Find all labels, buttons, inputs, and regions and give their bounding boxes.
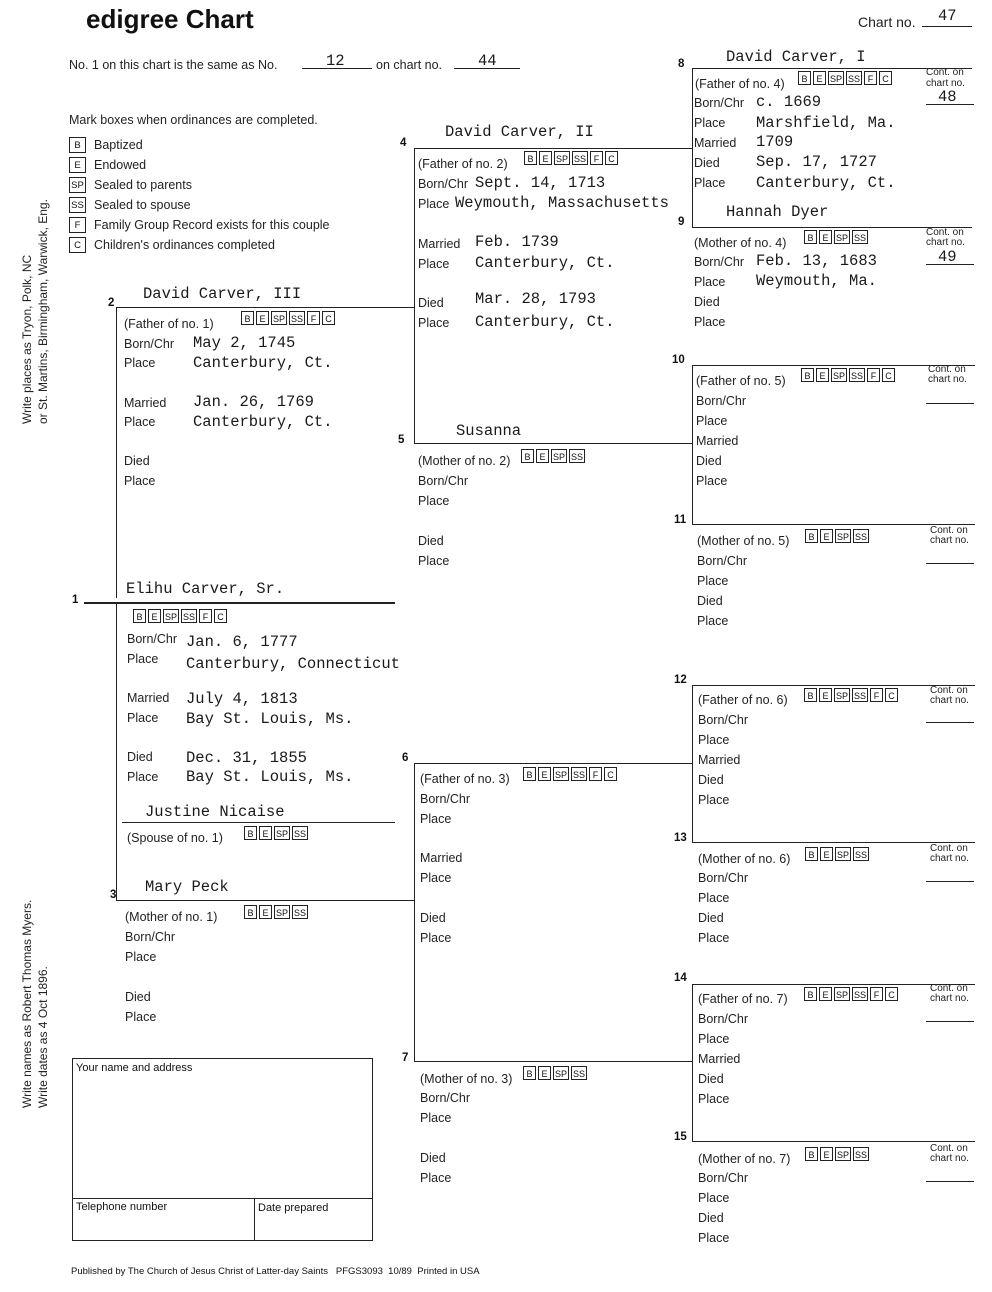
person-5-name[interactable]: Susanna [456, 422, 522, 440]
person-9-born-place[interactable]: Weymouth, Ma. [756, 272, 877, 290]
person-12-died-label: Died [698, 773, 724, 787]
person-15-ordinances[interactable]: B E SP SS [805, 1147, 869, 1161]
submitter-name-address-label: Your name and address [76, 1062, 193, 1074]
legend-endowed: E Endowed [69, 157, 146, 173]
person-2-born-place-label: Place [124, 356, 156, 370]
person-14-born-place-label: Place [698, 1032, 730, 1046]
side-note-names: Write names as Robert Thomas Myers. [20, 899, 34, 1108]
person-8-died-label: Died [694, 156, 720, 170]
person-4-born-label: Born/Chr [418, 177, 469, 191]
person-13-died-place-label: Place [698, 931, 730, 945]
person-12-died-place-label: Place [698, 793, 730, 807]
person-1-married-label: Married [127, 691, 170, 705]
person-8-number: 8 [678, 58, 685, 70]
person-4-born-place-label: Place [418, 197, 450, 211]
legend-intro: Mark boxes when ordinances are completed. [69, 113, 318, 127]
person-2-born[interactable]: May 2, 1745 [193, 334, 296, 352]
person-1-born-label: Born/Chr [127, 632, 178, 646]
person-8-born-place-label: Place [694, 116, 726, 130]
person-4-number: 4 [400, 137, 407, 149]
person-1-name[interactable]: Elihu Carver, Sr. [126, 580, 285, 598]
person-8-role: (Father of no. 4) [695, 77, 785, 91]
person-4-born-place[interactable]: Weymouth, Massachusetts [455, 194, 669, 212]
person-14-cont-chart-label: chart no. [930, 993, 969, 1004]
person-14-cont-label: Cont. on [930, 983, 968, 994]
person-12-married-label: Married [698, 753, 741, 767]
person-11-died-place-label: Place [697, 614, 729, 628]
person-4-married-place[interactable]: Canterbury, Ct. [475, 254, 615, 272]
person-9-name[interactable]: Hannah Dyer [726, 203, 829, 221]
person-2-name[interactable]: David Carver, III [143, 285, 302, 303]
person-10-died-place-label: Place [696, 474, 728, 488]
person-9-born-label: Born/Chr [694, 255, 745, 269]
person-5-ordinances[interactable]: B E SP SS [521, 449, 585, 463]
person-8-married-label: Married [694, 136, 737, 150]
person-2-died-label: Died [124, 454, 150, 468]
person-1-married-place-label: Place [127, 711, 159, 725]
person-1-born[interactable]: Jan. 6, 1777 [186, 633, 298, 651]
person-5-number: 5 [398, 434, 405, 446]
person-11-cont-label: Cont. on [930, 525, 968, 536]
person-15-died-label: Died [698, 1211, 724, 1225]
legend-children: C Children's ordinances completed [69, 237, 275, 253]
person-1-died[interactable]: Dec. 31, 1855 [186, 749, 307, 767]
person-1-died-label: Died [127, 750, 153, 764]
same-as-label: No. 1 on this chart is the same as No. [69, 58, 278, 72]
person-15-role: (Mother of no. 7) [698, 1152, 791, 1166]
person-7-born-label: Born/Chr [420, 1091, 471, 1105]
person-1-number: 1 [72, 594, 79, 606]
person-13-died-label: Died [698, 911, 724, 925]
person-15-died-place-label: Place [698, 1231, 730, 1245]
person-13-role: (Mother of no. 6) [698, 852, 791, 866]
same-as-value[interactable]: 12 [326, 52, 345, 70]
chart-title: edigree Chart [86, 4, 254, 34]
telephone-label: Telephone number [76, 1201, 168, 1213]
person-4-died-place-label: Place [418, 316, 450, 330]
chart-no-label: Chart no. [858, 14, 916, 30]
legend-family-group: F Family Group Record exists for this couple [69, 217, 330, 233]
person-4-married-place-label: Place [418, 257, 450, 271]
spouse-name[interactable]: Justine Nicaise [145, 803, 285, 821]
person-3-number: 3 [110, 889, 117, 901]
person-11-born-label: Born/Chr [697, 554, 748, 568]
person-8-died-place-label: Place [694, 176, 726, 190]
person-9-number: 9 [678, 216, 685, 228]
person-5-born-place-label: Place [418, 494, 450, 508]
person-2-married-place-label: Place [124, 415, 156, 429]
person-15-born-label: Born/Chr [698, 1171, 749, 1185]
person-14-born-label: Born/Chr [698, 1012, 749, 1026]
person-14-married-label: Married [698, 1052, 741, 1066]
person-8-cont-chart-label: chart no. [926, 78, 965, 89]
person-13-born-place-label: Place [698, 891, 730, 905]
person-1-ordinances[interactable]: B E SP SS F C [133, 609, 227, 623]
person-6-died-place-label: Place [420, 931, 452, 945]
person-11-cont-chart-label: chart no. [930, 535, 969, 546]
person-3-ordinances[interactable]: B E SP SS [244, 905, 308, 919]
person-6-born-place-label: Place [420, 812, 452, 826]
person-9-cont-chart-label: chart no. [926, 237, 965, 248]
person-10-cont-label: Cont. on [928, 364, 966, 375]
person-14-number: 14 [674, 972, 687, 984]
person-8-died-place[interactable]: Canterbury, Ct. [756, 174, 896, 192]
person-12-cont-chart-label: chart no. [930, 695, 969, 706]
person-6-married-place-label: Place [420, 871, 452, 885]
person-13-cont-chart-label: chart no. [930, 853, 969, 864]
person-11-ordinances[interactable]: B E SP SS [805, 529, 869, 543]
publisher-footer: Published by The Church of Jesus Christ of Latter-day Saints PFGS3093 10/89 Printed in USA [71, 1266, 480, 1277]
legend-sealed-parents: SP Sealed to parents [69, 177, 192, 193]
person-15-number: 15 [674, 1131, 687, 1143]
person-1-married[interactable]: July 4, 1813 [186, 690, 298, 708]
person-6-born-label: Born/Chr [420, 792, 471, 806]
person-3-died-place-label: Place [125, 1010, 157, 1024]
side-note-places-1: Write places as Tryon, Polk, NC [20, 254, 34, 424]
person-9-cont-label: Cont. on [926, 227, 964, 238]
person-6-ordinances[interactable]: B E SP SS F C [523, 767, 617, 781]
person-8-cont-value[interactable]: 48 [938, 88, 957, 106]
person-4-role: (Father of no. 2) [418, 157, 508, 171]
person-10-born-label: Born/Chr [696, 394, 747, 408]
person-13-born-label: Born/Chr [698, 871, 749, 885]
person-5-died-place-label: Place [418, 554, 450, 568]
person-11-died-label: Died [697, 594, 723, 608]
person-2-married[interactable]: Jan. 26, 1769 [193, 393, 314, 411]
person-15-cont-chart-label: chart no. [930, 1153, 969, 1164]
person-10-role: (Father of no. 5) [696, 374, 786, 388]
person-2-born-label: Born/Chr [124, 337, 175, 351]
person-2-married-place[interactable]: Canterbury, Ct. [193, 413, 333, 431]
person-6-died-label: Died [420, 911, 446, 925]
person-8-ordinances[interactable]: B E SP SS F C [798, 71, 892, 85]
person-8-born-label: Born/Chr [694, 96, 745, 110]
person-8-married[interactable]: 1709 [756, 133, 794, 151]
side-note-dates: Write dates as 4 Oct 1896. [36, 966, 50, 1108]
person-6-role: (Father of no. 3) [420, 772, 510, 786]
person-15-born-place-label: Place [698, 1191, 730, 1205]
date-prepared-label: Date prepared [258, 1202, 329, 1214]
person-9-born[interactable]: Feb. 13, 1683 [756, 252, 877, 270]
person-14-role: (Father of no. 7) [698, 992, 788, 1006]
person-12-number: 12 [674, 674, 687, 686]
person-12-cont-label: Cont. on [930, 685, 968, 696]
person-7-born-place-label: Place [420, 1111, 452, 1125]
person-1-died-place[interactable]: Bay St. Louis, Ms. [186, 768, 354, 786]
person-6-number: 6 [402, 752, 409, 764]
on-chart-value[interactable]: 44 [478, 52, 497, 70]
person-5-born-label: Born/Chr [418, 474, 469, 488]
legend-baptized: B Baptized [69, 137, 143, 153]
person-4-married[interactable]: Feb. 1739 [475, 233, 559, 251]
person-9-died-label: Died [694, 295, 720, 309]
person-13-ordinances[interactable]: B E SP SS [805, 847, 869, 861]
person-3-role: (Mother of no. 1) [125, 910, 218, 924]
person-12-role: (Father of no. 6) [698, 693, 788, 707]
person-13-cont-label: Cont. on [930, 843, 968, 854]
person-8-born[interactable]: c. 1669 [756, 93, 822, 111]
person-4-born[interactable]: Sept. 14, 1713 [475, 174, 606, 192]
legend-sealed-spouse: SS Sealed to spouse [69, 197, 191, 213]
person-3-born-label: Born/Chr [125, 930, 176, 944]
person-10-born-place-label: Place [696, 414, 728, 428]
person-8-born-place[interactable]: Marshfield, Ma. [756, 114, 896, 132]
person-14-died-label: Died [698, 1072, 724, 1086]
person-1-born-place-label: Place [127, 652, 159, 666]
person-2-role: (Father of no. 1) [124, 317, 214, 331]
person-12-born-place-label: Place [698, 733, 730, 747]
person-15-cont-label: Cont. on [930, 1143, 968, 1154]
person-7-ordinances[interactable]: B E SP SS [523, 1066, 587, 1080]
person-11-born-place-label: Place [697, 574, 729, 588]
person-10-married-label: Married [696, 434, 739, 448]
person-2-died-place-label: Place [124, 474, 156, 488]
person-4-married-label: Married [418, 237, 461, 251]
person-8-died[interactable]: Sep. 17, 1727 [756, 153, 877, 171]
person-14-ordinances[interactable]: B E SP SS F C [804, 987, 898, 1001]
person-14-died-place-label: Place [698, 1092, 730, 1106]
spouse-ordinances[interactable]: B E SP SS [244, 826, 308, 840]
submitter-box[interactable] [72, 1058, 373, 1241]
person-4-died-label: Died [418, 296, 444, 310]
side-note-places-2: or St. Martins, Birmingham, Warwick, Eng. [36, 199, 50, 424]
person-3-name[interactable]: Mary Peck [145, 878, 229, 896]
person-3-born-place-label: Place [125, 950, 157, 964]
person-9-born-place-label: Place [694, 275, 726, 289]
person-2-ordinances[interactable]: B E SP SS F C [241, 311, 335, 325]
person-1-married-place[interactable]: Bay St. Louis, Ms. [186, 710, 354, 728]
person-7-number: 7 [402, 1052, 409, 1064]
person-4-name[interactable]: David Carver, II [445, 123, 594, 141]
person-8-cont-label: Cont. on [926, 67, 964, 78]
person-5-died-label: Died [418, 534, 444, 548]
person-7-role: (Mother of no. 3) [420, 1072, 513, 1086]
person-2-born-place[interactable]: Canterbury, Ct. [193, 354, 333, 372]
person-11-role: (Mother of no. 5) [697, 534, 790, 548]
person-10-ordinances[interactable]: B E SP SS F C [801, 368, 895, 382]
spouse-label: (Spouse of no. 1) [127, 831, 223, 845]
person-6-married-label: Married [420, 851, 463, 865]
person-12-born-label: Born/Chr [698, 713, 749, 727]
person-7-died-label: Died [420, 1151, 446, 1165]
person-11-number: 11 [674, 514, 687, 526]
person-3-died-label: Died [125, 990, 151, 1004]
person-1-died-place-label: Place [127, 770, 159, 784]
person-8-name[interactable]: David Carver, I [726, 48, 866, 66]
person-4-died-place[interactable]: Canterbury, Ct. [475, 313, 615, 331]
person-9-died-place-label: Place [694, 315, 726, 329]
person-10-cont-chart-label: chart no. [928, 374, 967, 385]
on-chart-label: on chart no. [376, 58, 443, 72]
person-10-number: 10 [672, 354, 685, 366]
person-1-born-place[interactable]: Canterbury, Connecticut [186, 655, 400, 673]
person-12-ordinances[interactable]: B E SP SS F C [804, 688, 898, 702]
person-2-married-label: Married [124, 396, 167, 410]
person-2-number: 2 [108, 297, 115, 309]
person-9-cont-value[interactable]: 49 [938, 248, 957, 266]
person-13-number: 13 [674, 832, 687, 844]
chart-no-value[interactable]: 47 [938, 7, 957, 25]
person-4-ordinances[interactable]: B E SP SS F C [524, 151, 618, 165]
person-9-ordinances[interactable]: B E SP SS [804, 230, 868, 244]
person-9-role: (Mother of no. 4) [694, 236, 787, 250]
person-4-died[interactable]: Mar. 28, 1793 [475, 290, 596, 308]
person-5-role: (Mother of no. 2) [418, 454, 511, 468]
person-7-died-place-label: Place [420, 1171, 452, 1185]
person-10-died-label: Died [696, 454, 722, 468]
